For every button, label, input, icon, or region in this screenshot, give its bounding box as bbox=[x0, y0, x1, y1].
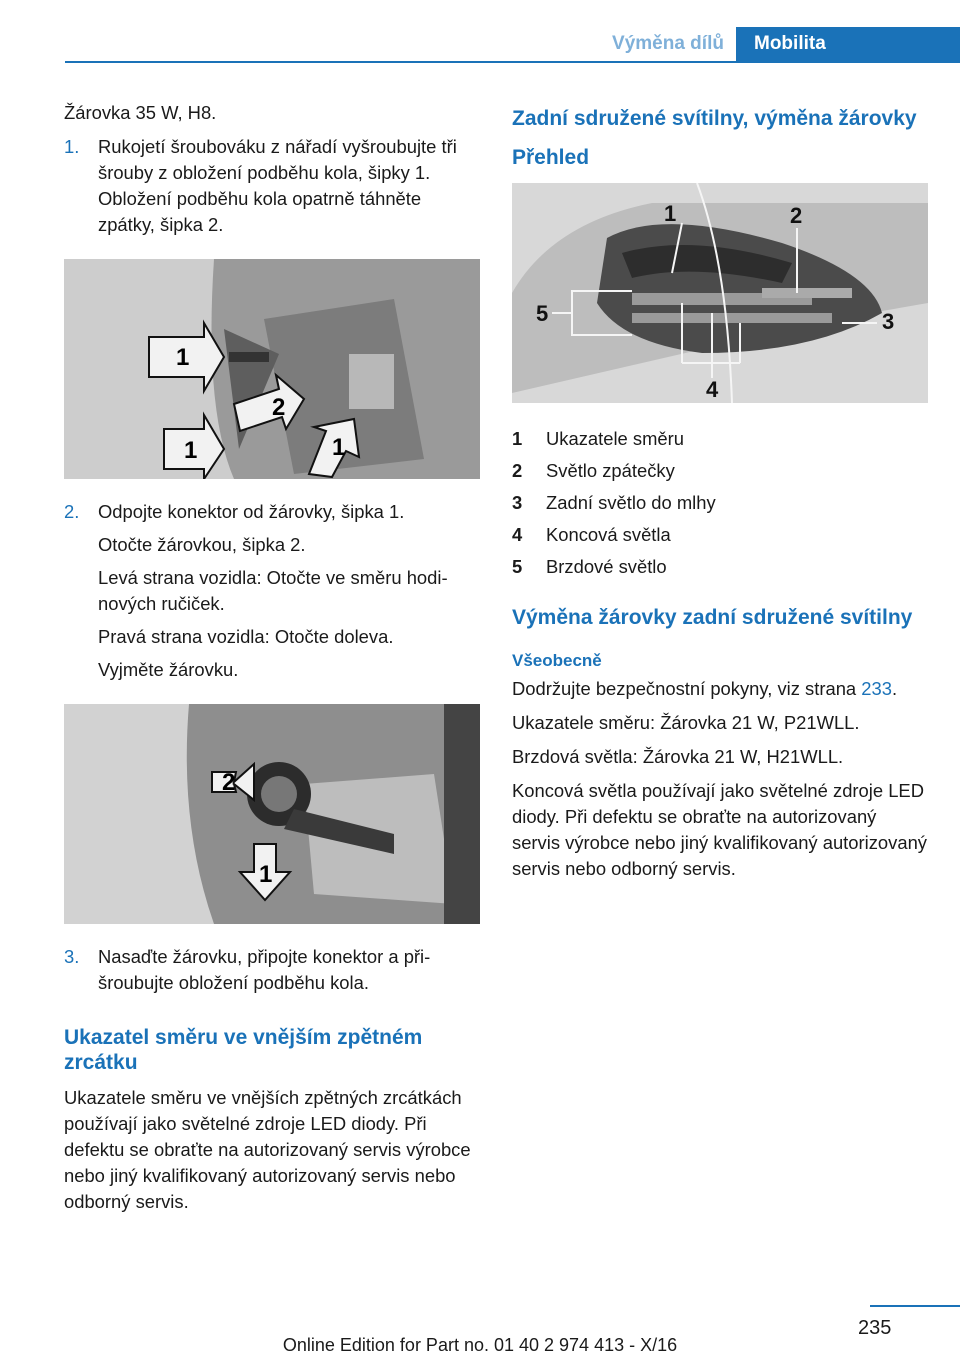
step-line: Vyjměte žárovku. bbox=[98, 659, 239, 680]
step-text: Rukojetí šroubováku z nářadí vyšroubujte tři šrouby z obložení podběhu kola, šipky 1. Obložení podběhu kola opatrně táhněte zpátky, šipka 2. bbox=[98, 136, 457, 235]
legend-number: 3 bbox=[512, 492, 523, 513]
legend-item bbox=[512, 455, 928, 487]
bulb-spec-intro: Žárovka 35 W, H8. bbox=[64, 102, 217, 123]
general-subheading: Všeobecně bbox=[512, 651, 602, 670]
fig3-label-5: 5 bbox=[536, 301, 549, 326]
fig2-arrow-label-2: 2 bbox=[222, 769, 236, 796]
fig1-arrow-label-1: 1 bbox=[176, 344, 190, 371]
footer-rule bbox=[870, 1305, 960, 1307]
legend-number: 1 bbox=[512, 428, 523, 449]
safety-note-end: . bbox=[891, 678, 898, 699]
step-line: Otočte žárovkou, šipka 2. bbox=[98, 534, 306, 555]
overview-heading: Přehled bbox=[512, 146, 590, 169]
page-reference-link[interactable]: 233 bbox=[861, 678, 892, 699]
step-line: Levá strana vozidla: Otočte ve směru hodinových ručiček. bbox=[98, 567, 448, 614]
legend-item bbox=[512, 423, 928, 455]
step-text: Nasaďte žárovku, připojte konektor a přišroubujte obložení podběhu kola. bbox=[98, 946, 431, 993]
fig1-arrow-label-2: 2 bbox=[272, 394, 286, 421]
fig1-arrow-label-3: 1 bbox=[184, 437, 198, 464]
fig3-label-4: 4 bbox=[706, 377, 719, 402]
fig3-label-2: 2 bbox=[790, 203, 803, 228]
wheel-arch-figure bbox=[64, 259, 480, 479]
turn-signal-bulb-spec: Ukazatele směru: Žárovka 21 W, P21WLL. bbox=[512, 712, 860, 733]
step-number: 1. bbox=[64, 136, 80, 157]
chapter-tab[interactable]: Mobilita bbox=[736, 27, 960, 62]
mirror-indicator-heading: Ukazatel směru ve vnějším zpětném zrcátku bbox=[64, 1026, 423, 1074]
tail-light-figure bbox=[512, 183, 928, 403]
page-number: 235 bbox=[858, 1317, 892, 1339]
tail-light-led-note: Koncová světla používají jako světelné zdroje LED diody. Při defektu se obraťte na autorizovaný servis výrobce nebo jiný kvalifikovaný autorizovaný servis nebo odborný servis. bbox=[512, 780, 928, 879]
step-3 bbox=[64, 944, 480, 1003]
fig2-arrow-label-1: 1 bbox=[259, 861, 273, 888]
brake-light-bulb-spec: Brzdová světla: Žárovka 21 W, H21WLL. bbox=[512, 746, 844, 767]
fig3-label-3: 3 bbox=[882, 309, 895, 334]
legend-number: 4 bbox=[512, 524, 523, 545]
legend-label: Světlo zpátečky bbox=[546, 460, 675, 481]
step-line: Odpojte konektor od žárovky, šipka 1. bbox=[98, 501, 405, 522]
left-column bbox=[64, 100, 480, 1223]
figure-legend bbox=[512, 423, 928, 583]
legend-number: 5 bbox=[512, 556, 523, 577]
legend-label: Brzdové světlo bbox=[546, 556, 667, 577]
safety-note-text: Dodržujte bezpečnostní pokyny, viz strana bbox=[512, 678, 857, 699]
step-number: 3. bbox=[64, 946, 80, 967]
edition-footer: Online Edition for Part no. 01 40 2 974 413 - X/16 bbox=[282, 1335, 678, 1355]
mirror-indicator-text: Ukazatele směru ve vnějších zpětných zrcátkách používají jako světelné zdroje LED diody. Při defektu se obraťte na autorizovaný servis výrobce nebo jiný kvalifikovaný autorizovaný servis nebo odborný servis. bbox=[64, 1087, 471, 1212]
fig3-label-1: 1 bbox=[664, 201, 677, 226]
step-1 bbox=[64, 134, 480, 245]
headlamp-bulb-figure bbox=[64, 704, 480, 924]
legend-item bbox=[512, 519, 928, 551]
right-column bbox=[512, 100, 928, 890]
fig1-arrow-label-4: 1 bbox=[332, 434, 346, 461]
legend-label: Zadní světlo do mlhy bbox=[546, 492, 716, 513]
tail-lights-heading: Zadní sdružené svítilny, výměna žárovky bbox=[512, 107, 917, 130]
replace-bulb-heading: Výměna žárovky zadní sdružené svítilny bbox=[512, 606, 913, 629]
legend-number: 2 bbox=[512, 460, 523, 481]
legend-item bbox=[512, 551, 928, 583]
section-tab[interactable]: Výměna dílů bbox=[612, 33, 724, 54]
legend-item bbox=[512, 487, 928, 519]
step-line: Pravá strana vozidla: Otočte doleva. bbox=[98, 626, 394, 647]
legend-label: Ukazatele směru bbox=[546, 428, 684, 449]
legend-label: Koncová světla bbox=[546, 524, 671, 545]
step-number: 2. bbox=[64, 501, 80, 522]
step-2 bbox=[64, 499, 480, 690]
safety-note bbox=[512, 676, 928, 702]
